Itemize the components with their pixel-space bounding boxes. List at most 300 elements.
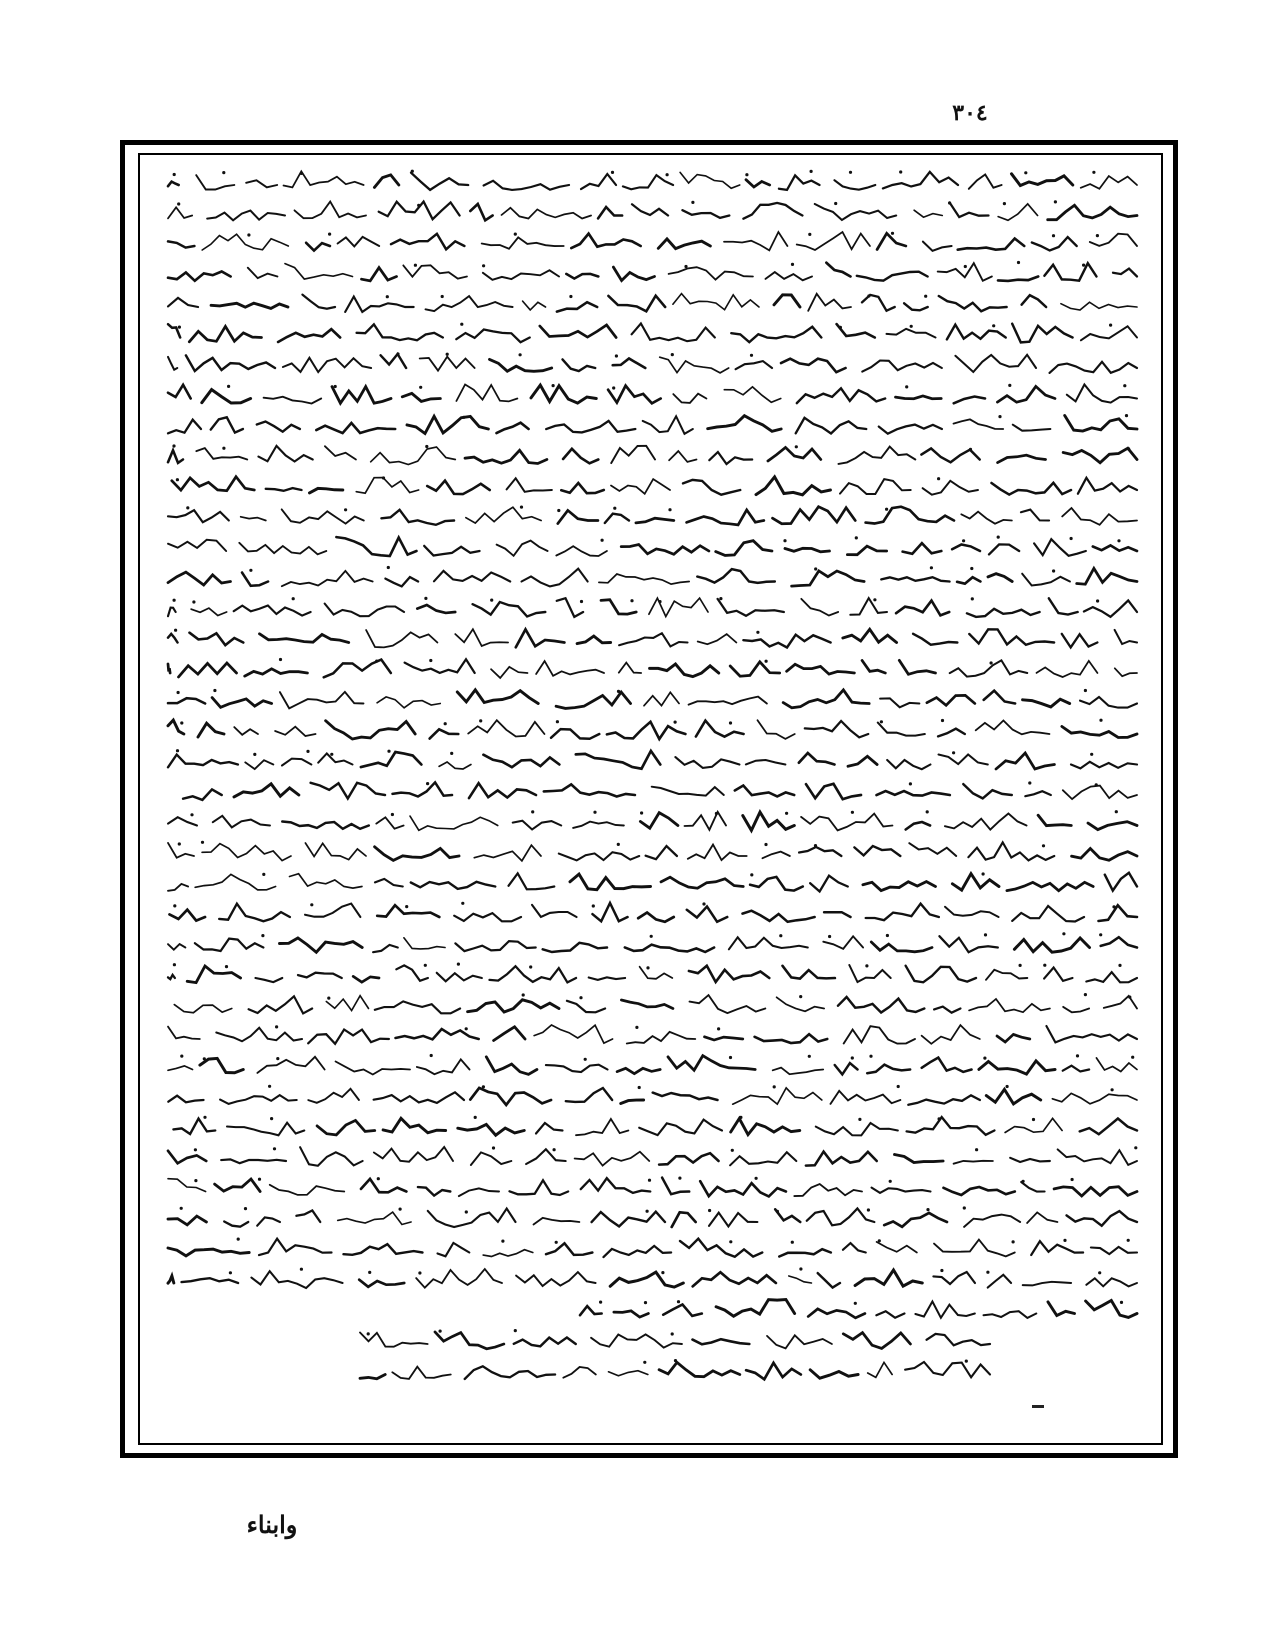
handwritten-word xyxy=(426,296,513,311)
diacritic-dot xyxy=(1096,234,1099,237)
handwritten-word xyxy=(617,1068,660,1073)
text-line xyxy=(580,1300,1137,1318)
handwritten-word xyxy=(375,879,403,887)
diacritic-dot xyxy=(708,1209,711,1212)
handwritten-word xyxy=(1071,762,1137,769)
handwritten-word xyxy=(514,1338,576,1347)
handwritten-word xyxy=(168,207,192,218)
diacritic-dot xyxy=(1076,1054,1079,1057)
diacritic-dot xyxy=(417,204,420,207)
handwritten-word xyxy=(509,873,555,889)
handwritten-word xyxy=(934,1240,1015,1257)
handwritten-word xyxy=(1007,882,1093,890)
handwritten-word xyxy=(563,449,598,464)
diacritic-dot xyxy=(814,844,817,847)
handwritten-word xyxy=(454,913,521,921)
text-line xyxy=(168,719,1137,739)
handwritten-word xyxy=(336,537,416,556)
diacritic-dot xyxy=(334,385,337,388)
handwritten-word xyxy=(507,478,552,492)
handwritten-word xyxy=(881,577,949,581)
handwritten-word xyxy=(308,1030,389,1044)
handwritten-word xyxy=(763,852,790,859)
handwritten-word xyxy=(168,755,238,768)
handwritten-word xyxy=(168,664,170,673)
diacritic-dot xyxy=(203,1057,206,1060)
handwritten-word xyxy=(605,514,629,523)
diacritic-dot xyxy=(237,1238,240,1241)
diacritic-dot xyxy=(177,202,180,205)
handwritten-word xyxy=(300,1147,362,1166)
handwritten-word xyxy=(591,1334,682,1347)
handwritten-word xyxy=(607,722,686,739)
handwritten-word xyxy=(961,512,1012,524)
handwritten-word xyxy=(687,510,764,525)
diacritic-dot xyxy=(940,1269,943,1272)
handwritten-word xyxy=(895,1155,944,1163)
handwritten-word xyxy=(483,755,559,768)
diacritic-dot xyxy=(990,661,993,664)
handwritten-word xyxy=(839,447,916,464)
diacritic-dot xyxy=(1052,569,1055,572)
diacritic-dot xyxy=(997,536,1000,539)
handwritten-word xyxy=(950,202,989,217)
diacritic-dot xyxy=(1099,719,1102,722)
diacritic-dot xyxy=(791,263,794,266)
handwritten-word xyxy=(248,268,278,278)
handwritten-word xyxy=(168,1276,174,1283)
handwritten-word xyxy=(567,1001,605,1013)
handwritten-word xyxy=(280,938,363,952)
handwritten-word xyxy=(680,172,740,188)
handwritten-word xyxy=(955,355,1036,372)
handwritten-word xyxy=(986,1089,1040,1104)
diacritic-dot xyxy=(617,690,620,693)
diacritic-dot xyxy=(446,353,449,356)
handwritten-word xyxy=(483,1250,533,1257)
handwritten-word xyxy=(581,174,616,189)
diacritic-dot xyxy=(889,1180,892,1183)
diacritic-dot xyxy=(799,1267,802,1270)
diacritic-dot xyxy=(173,904,176,907)
handwritten-word xyxy=(709,452,752,464)
handwritten-word xyxy=(997,1034,1030,1042)
diacritic-dot xyxy=(984,933,987,936)
diacritic-dot xyxy=(873,598,876,601)
diacritic-dot xyxy=(1099,933,1102,936)
diacritic-dot xyxy=(172,444,175,447)
handwritten-word xyxy=(915,1302,974,1318)
handwritten-word xyxy=(198,723,224,737)
handwritten-word xyxy=(954,1161,993,1164)
diacritic-dot xyxy=(180,721,183,724)
diacritic-dot xyxy=(178,842,181,845)
handwritten-word xyxy=(168,420,201,434)
diacritic-dot xyxy=(444,722,447,725)
handwritten-word xyxy=(979,1061,1055,1074)
diacritic-dot xyxy=(418,1271,421,1274)
diacritic-dot xyxy=(992,324,995,327)
handwritten-word xyxy=(1115,668,1137,676)
diacritic-dot xyxy=(529,965,532,968)
handwritten-word xyxy=(640,813,678,829)
handwritten-word xyxy=(705,1037,743,1040)
handwritten-word xyxy=(251,1271,342,1288)
handwritten-word xyxy=(381,510,454,525)
handwritten-word xyxy=(298,973,342,978)
diacritic-dot xyxy=(648,1179,651,1182)
text-line xyxy=(168,749,1137,769)
handwritten-word xyxy=(887,329,936,338)
diacritic-dot xyxy=(982,872,985,875)
handwritten-word xyxy=(310,488,343,493)
handwritten-word xyxy=(1034,539,1086,556)
text-line xyxy=(168,506,1137,525)
handwritten-word xyxy=(976,721,1050,735)
diacritic-dot xyxy=(715,812,718,815)
diacritic-dot xyxy=(779,934,782,937)
handwritten-word xyxy=(385,577,418,586)
handwritten-word xyxy=(693,1272,776,1286)
handwritten-word xyxy=(1113,269,1137,277)
handwritten-word xyxy=(736,361,772,369)
handwritten-word xyxy=(1012,324,1072,343)
text-line xyxy=(168,1238,1137,1258)
handwritten-word xyxy=(168,1151,206,1164)
diacritic-dot xyxy=(441,295,444,298)
handwritten-word xyxy=(168,572,230,585)
handwritten-word xyxy=(402,393,440,401)
diacritic-dot xyxy=(719,597,722,600)
handwritten-word xyxy=(356,478,418,494)
text-line xyxy=(168,170,1137,190)
handwritten-word xyxy=(374,1147,453,1162)
handwritten-word xyxy=(984,691,1015,704)
handwritten-word xyxy=(675,757,739,768)
handwritten-word xyxy=(1037,661,1098,677)
handwritten-word xyxy=(950,660,1028,676)
handwritten-word xyxy=(854,846,900,856)
handwritten-word xyxy=(373,945,398,952)
handwritten-word xyxy=(305,843,366,860)
handwritten-word xyxy=(544,784,635,796)
handwritten-word xyxy=(909,843,956,856)
handwritten-word xyxy=(290,874,362,888)
handwritten-word xyxy=(668,1056,755,1071)
handwritten-word xyxy=(471,1152,511,1165)
handwritten-word xyxy=(969,629,1054,645)
diacritic-dot xyxy=(729,721,732,724)
handwritten-word xyxy=(234,606,311,616)
handwritten-word xyxy=(883,172,958,189)
handwritten-word xyxy=(662,1178,689,1195)
diacritic-dot xyxy=(808,1055,811,1058)
handwritten-word xyxy=(283,358,371,372)
handwritten-word xyxy=(196,448,247,459)
diacritic-dot xyxy=(668,508,671,511)
handwritten-word xyxy=(837,324,875,337)
handwritten-word xyxy=(221,1159,286,1163)
diacritic-dot xyxy=(520,506,523,509)
handwritten-word xyxy=(581,1178,650,1193)
handwritten-word xyxy=(887,760,930,769)
diacritic-dot xyxy=(745,173,748,176)
handwritten-word xyxy=(258,446,312,462)
diacritic-dot xyxy=(556,720,559,723)
handwritten-word xyxy=(1012,906,1084,922)
handwritten-word xyxy=(805,721,868,737)
handwritten-word xyxy=(708,416,781,432)
handwritten-word xyxy=(259,1239,332,1255)
diacritic-dot xyxy=(1042,844,1045,847)
text-line xyxy=(170,902,1138,922)
handwritten-word xyxy=(746,180,770,187)
text-line xyxy=(168,294,1137,312)
handwritten-word xyxy=(543,943,607,952)
handwritten-word xyxy=(766,272,813,280)
handwritten-word xyxy=(610,1272,683,1287)
diacritic-dot xyxy=(983,1057,986,1060)
diacritic-dot xyxy=(867,1208,870,1211)
handwritten-word xyxy=(195,874,275,890)
diacritic-dot xyxy=(275,1025,278,1028)
handwritten-word xyxy=(1010,1158,1050,1162)
handwritten-word xyxy=(1061,302,1137,310)
handwritten-word xyxy=(862,661,885,674)
text-line xyxy=(168,841,1137,861)
handwritten-word xyxy=(933,1272,975,1284)
diacritic-dot xyxy=(1017,261,1020,264)
diacritic-dot xyxy=(964,265,967,268)
handwritten-word xyxy=(532,905,577,917)
handwritten-word xyxy=(168,182,179,187)
diacritic-dot xyxy=(1118,964,1121,967)
diacritic-dot xyxy=(1115,810,1118,813)
diacritic-dot xyxy=(213,689,216,692)
handwritten-word xyxy=(625,945,714,952)
text-line xyxy=(168,963,1137,983)
handwritten-word xyxy=(923,481,978,495)
handwritten-word xyxy=(867,1065,910,1074)
diacritic-dot xyxy=(405,905,408,908)
handwritten-word xyxy=(649,598,708,616)
handwritten-word xyxy=(1021,510,1049,521)
handwritten-word xyxy=(1044,263,1096,281)
diacritic-dot xyxy=(1095,783,1098,786)
handwritten-word xyxy=(673,294,759,310)
handwritten-word xyxy=(416,1269,502,1288)
diacritic-dot xyxy=(644,1301,647,1304)
diacritic-dot xyxy=(514,1329,517,1332)
handwritten-word xyxy=(627,1032,695,1044)
diacritic-dot xyxy=(292,597,295,600)
handwritten-word xyxy=(834,180,875,190)
handwritten-word xyxy=(473,602,546,617)
handwritten-word xyxy=(249,996,313,1013)
handwritten-word xyxy=(746,1363,801,1379)
diacritic-dot xyxy=(755,1177,758,1180)
diacritic-dot xyxy=(1008,384,1011,387)
handwritten-word xyxy=(794,1184,862,1196)
handwritten-word xyxy=(1049,598,1078,614)
handwritten-word xyxy=(170,910,206,921)
diacritic-dot xyxy=(941,719,944,722)
diacritic-dot xyxy=(173,173,176,176)
handwritten-word xyxy=(1023,699,1070,707)
handwritten-word xyxy=(191,608,226,615)
handwritten-word xyxy=(558,510,598,523)
diacritic-dot xyxy=(880,720,883,723)
text-line xyxy=(168,629,1137,648)
handwritten-word xyxy=(796,418,867,434)
handwritten-word xyxy=(1054,1187,1137,1196)
handwritten-word xyxy=(359,1280,404,1287)
diacritic-dot xyxy=(739,1116,742,1119)
diacritic-dot xyxy=(1112,905,1115,908)
handwritten-word xyxy=(774,295,800,307)
handwritten-word xyxy=(1081,326,1137,340)
diacritic-dot xyxy=(1052,234,1055,237)
handwritten-word xyxy=(1022,574,1070,586)
diacritic-dot xyxy=(750,873,753,876)
handwritten-word xyxy=(490,359,552,371)
handwritten-word xyxy=(211,303,288,308)
diacritic-dot xyxy=(174,629,177,632)
handwritten-word xyxy=(466,507,541,523)
diacritic-dot xyxy=(1123,384,1126,387)
handwritten-word xyxy=(168,1027,200,1039)
diacritic-dot xyxy=(249,569,252,572)
handwritten-word xyxy=(172,477,255,491)
diacritic-dot xyxy=(270,1117,273,1120)
handwritten-word xyxy=(958,239,1025,250)
handwritten-word xyxy=(566,1088,612,1102)
diacritic-dot xyxy=(279,658,282,661)
arabic-text-block xyxy=(160,165,1145,1420)
handwritten-word xyxy=(396,1029,479,1039)
handwritten-word xyxy=(1062,508,1137,525)
handwritten-word xyxy=(698,634,737,644)
handwritten-word xyxy=(799,847,841,856)
handwritten-word xyxy=(862,361,942,372)
diacritic-dot xyxy=(1109,324,1112,327)
handwritten-word xyxy=(835,1063,858,1074)
handwritten-word xyxy=(417,605,455,613)
diacritic-dot xyxy=(519,353,522,356)
handwritten-word xyxy=(239,543,326,555)
handwritten-word xyxy=(689,697,767,705)
diacritic-dot xyxy=(849,171,852,174)
handwritten-word xyxy=(174,1005,231,1013)
handwritten-word xyxy=(783,690,869,708)
handwritten-word xyxy=(1084,600,1137,616)
handwritten-word xyxy=(468,1000,559,1012)
handwritten-word xyxy=(256,978,283,982)
handwritten-word xyxy=(1062,634,1098,648)
handwritten-word xyxy=(682,210,729,218)
diacritic-dot xyxy=(970,567,973,570)
handwritten-word xyxy=(187,966,240,983)
handwritten-word xyxy=(1067,385,1137,403)
handwritten-word xyxy=(896,601,949,616)
text-line xyxy=(168,1146,1137,1166)
diacritic-dot xyxy=(327,997,330,1000)
diacritic-dot xyxy=(615,354,618,357)
handwritten-word xyxy=(324,660,391,678)
handwritten-word xyxy=(282,571,373,586)
diacritic-dot xyxy=(592,904,595,907)
handwritten-word xyxy=(260,634,349,643)
handwritten-word xyxy=(540,325,616,338)
handwritten-word xyxy=(168,241,194,247)
handwritten-word xyxy=(1012,174,1073,186)
handwritten-word xyxy=(557,598,583,617)
diacritic-dot xyxy=(617,843,620,846)
handwritten-word xyxy=(220,1095,297,1104)
handwritten-word xyxy=(604,1246,672,1257)
handwritten-word xyxy=(724,232,787,250)
handwritten-word xyxy=(661,877,743,888)
handwritten-word xyxy=(428,1209,516,1227)
handwritten-word xyxy=(1062,727,1137,738)
handwritten-word xyxy=(305,904,360,917)
diacritic-dot xyxy=(635,1026,638,1029)
handwritten-word xyxy=(234,784,299,797)
handwritten-word xyxy=(808,1309,865,1318)
handwritten-word xyxy=(325,446,356,459)
handwritten-word xyxy=(308,1089,359,1103)
handwritten-word xyxy=(427,481,490,495)
diacritic-dot xyxy=(419,386,422,389)
handwritten-word xyxy=(611,479,670,494)
handwritten-word xyxy=(947,325,1006,340)
handwritten-word xyxy=(653,1093,718,1100)
handwritten-word xyxy=(439,762,471,769)
diacritic-dot xyxy=(1082,264,1085,267)
diacritic-dot xyxy=(584,1058,587,1061)
handwritten-word xyxy=(621,1000,673,1009)
diacritic-dot xyxy=(691,201,694,204)
handwritten-word xyxy=(458,1124,524,1135)
handwritten-word xyxy=(663,1305,702,1316)
text-line xyxy=(168,352,1137,373)
diacritic-dot xyxy=(926,1208,929,1211)
diacritic-dot xyxy=(799,995,802,998)
diacritic-dot xyxy=(1006,1085,1009,1088)
handwritten-word xyxy=(939,755,988,765)
diacritic-dot xyxy=(227,385,230,388)
handwritten-word xyxy=(377,697,440,708)
diacritic-dot xyxy=(225,965,228,968)
handwritten-word xyxy=(849,965,890,982)
handwritten-word xyxy=(913,634,957,645)
handwritten-word xyxy=(945,907,999,917)
handwritten-word xyxy=(374,1092,464,1103)
handwritten-word xyxy=(173,1119,215,1134)
diacritic-dot xyxy=(399,1208,402,1211)
handwritten-word xyxy=(405,659,475,673)
text-line xyxy=(168,444,1137,464)
diacritic-dot xyxy=(173,599,176,602)
handwritten-word xyxy=(850,598,887,615)
diacritic-dot xyxy=(1092,171,1095,174)
handwritten-word xyxy=(403,265,467,278)
diacritic-dot xyxy=(367,1332,370,1335)
handwritten-word xyxy=(213,816,270,828)
handwritten-word xyxy=(563,1367,596,1378)
handwritten-word xyxy=(922,1025,980,1044)
handwritten-word xyxy=(1088,822,1137,830)
